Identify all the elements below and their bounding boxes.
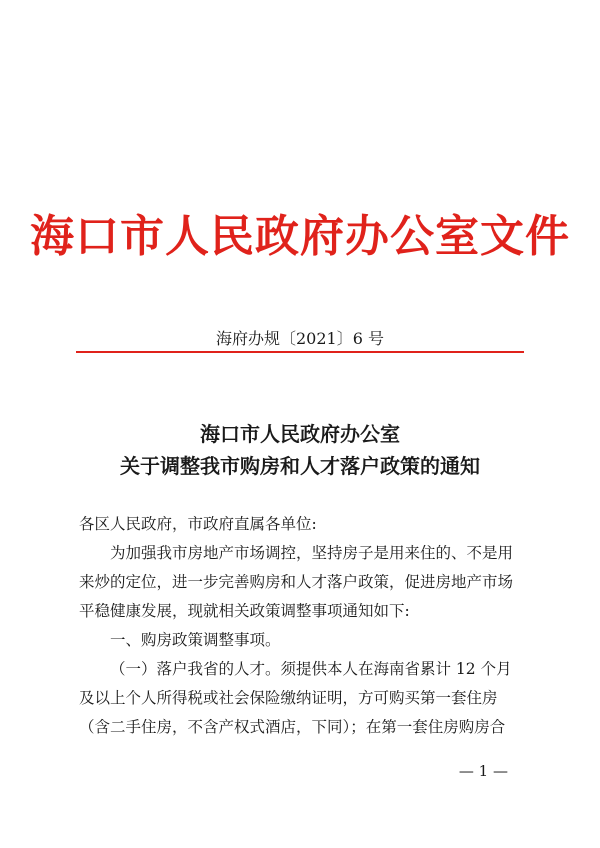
page-number: — 1 — bbox=[458, 762, 508, 780]
addressee: 各区人民政府，市政府直属各单位: bbox=[79, 515, 317, 533]
document-header-title: 海口市人民政府办公室文件 bbox=[30, 211, 570, 262]
body-line-6: 及以上个人所得税或社会保险缴纳证明，方可购买第一套住房 bbox=[79, 689, 498, 707]
body-line-7: （含二手住房，不含产权式酒店，下同）；在第一套住房购房合 bbox=[79, 718, 506, 736]
body-line-1: 为加强我市房地产市场调控，坚持房子是用来住的、不是用 bbox=[110, 544, 514, 562]
document-number: 海府办规〔2021〕6 号 bbox=[216, 329, 384, 348]
notice-title-line-2: 关于调整我市购房和人才落户政策的通知 bbox=[120, 454, 480, 478]
body-line-2: 来炒的定位，进一步完善购房和人才落户政策，促进房地产市场 bbox=[79, 573, 514, 591]
header-divider bbox=[76, 351, 524, 353]
section-heading: 一、购房政策调整事项。 bbox=[110, 631, 281, 649]
notice-title bbox=[0, 418, 600, 482]
body-line-5: （一）落户我省的人才。须提供本人在海南省累计 12 个月 bbox=[110, 660, 512, 678]
notice-body bbox=[79, 510, 523, 742]
body-line-3: 平稳健康发展，现就相关政策调整事项通知如下: bbox=[79, 602, 410, 620]
notice-title-line-1: 海口市人民政府办公室 bbox=[200, 422, 400, 446]
